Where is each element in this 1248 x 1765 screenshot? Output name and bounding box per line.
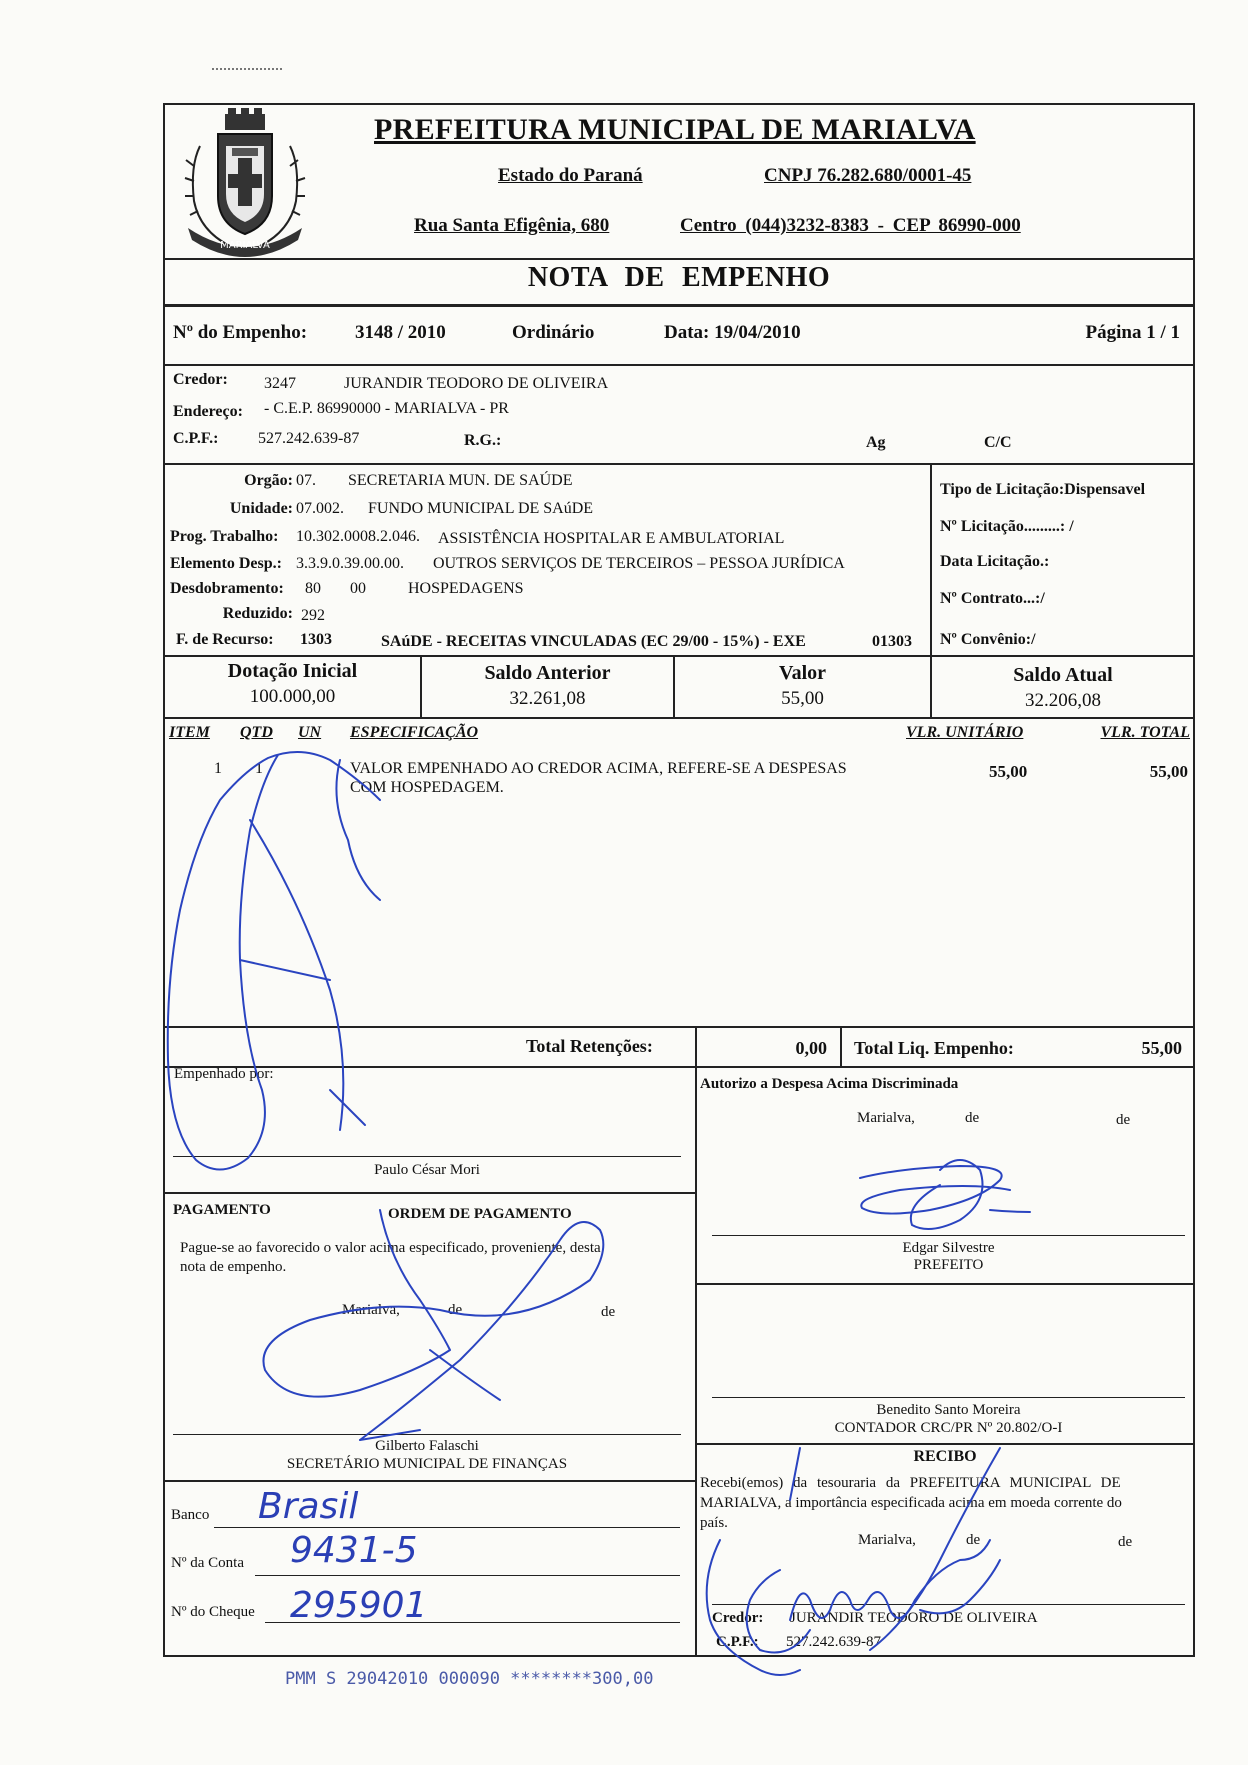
recibo-cpf-label: C.P.F.: — [716, 1634, 759, 1650]
doc-title: NOTA DE EMPENHO — [527, 262, 831, 293]
empenho-type: Ordinário — [512, 322, 595, 343]
recurso-label: F. de Recurso: — [176, 631, 274, 648]
credor-name: JURANDIR TEODORO DE OLIVEIRA — [344, 375, 609, 392]
pagamento-de-1: de — [448, 1302, 463, 1318]
recibo-credor-label: Credor: — [712, 1610, 764, 1626]
item-desc-line2: COM HOSPEDAGEM. — [350, 779, 504, 796]
empenhado-label: Empenhado por: — [174, 1066, 274, 1082]
prog-code: 10.302.0008.2.046. — [296, 528, 420, 545]
contador-name: Benedito Santo Moreira — [876, 1402, 1021, 1418]
banco-value: Brasil — [258, 1486, 359, 1527]
recibo-de-1: de — [966, 1532, 981, 1548]
saldo-atual-value: 32.206,08 — [1025, 690, 1101, 711]
empenho-label: Nº do Empenho: — [173, 322, 308, 343]
empenhado-name: Paulo César Mori — [374, 1162, 480, 1178]
autorizo-place: Marialva, — [857, 1110, 915, 1126]
liq-empenho-value: 55,00 — [1141, 1038, 1182, 1058]
licitacao-numero: Nº Licitação.........: / — [940, 518, 1074, 535]
financas-name: Gilberto Falaschi — [375, 1438, 479, 1454]
recibo-title: RECIBO — [913, 1448, 977, 1465]
unidade-code: 07.002. — [296, 500, 344, 517]
cnpj-label: CNPJ 76.282.680/0001-45 — [764, 165, 972, 186]
conta-label: Nº da Conta — [171, 1555, 244, 1571]
col-item: ITEM — [169, 724, 210, 741]
licitacao-data: Data Licitação.: — [940, 553, 1050, 570]
scan-marks — [212, 68, 282, 72]
item-qtd: 1 — [255, 760, 263, 777]
credor-label: Credor: — [173, 371, 228, 388]
recibo-credor-name: JURANDIR TEODORO DE OLIVEIRA — [790, 1610, 1038, 1626]
rg-label: R.G.: — [464, 432, 502, 449]
recibo-cpf-value: 527.242.639-87 — [786, 1634, 881, 1650]
recibo-text-line2: MARIALVA, a importância especificada acima em moeda corrente do — [700, 1495, 1122, 1511]
col-qtd: QTD — [240, 724, 273, 741]
recibo-place: Marialva, — [858, 1532, 916, 1548]
orgao-label: Orgão: — [244, 472, 293, 489]
liq-empenho-label: Total Liq. Empenho: — [854, 1038, 1014, 1058]
cheque-label: Nº do Cheque — [171, 1604, 255, 1620]
bank-stamp: PMM S 29042010 000090 ********300,00 — [285, 1669, 654, 1689]
svg-text:MARIALVA: MARIALVA — [220, 240, 270, 251]
autorizo-de-1: de — [965, 1110, 980, 1126]
pagamento-label: PAGAMENTO — [173, 1202, 271, 1218]
item-number: 1 — [214, 760, 222, 777]
cpf-value: 527.242.639-87 — [258, 430, 360, 447]
contador-role: CONTADOR CRC/PR Nº 20.802/O-I — [834, 1420, 1063, 1436]
ag-label: Ag — [866, 434, 886, 451]
col-vlr-unitario: VLR. UNITÁRIO — [906, 724, 1024, 741]
licitacao-convenio: Nº Convênio:/ — [940, 631, 1036, 648]
reduzido-value: 292 — [301, 607, 325, 624]
conta-value: 9431-5 — [290, 1530, 418, 1571]
credor-code: 3247 — [264, 375, 296, 392]
desdobramento-code-1: 80 — [305, 580, 321, 597]
cpf-label: C.P.F.: — [173, 430, 219, 447]
prog-label: Prog. Trabalho: — [170, 528, 279, 545]
address-value: - C.E.P. 86990000 - MARIALVA - PR — [264, 400, 509, 417]
pagamento-text-line2: nota de empenho. — [180, 1259, 287, 1275]
coat-of-arms-icon — [180, 106, 310, 258]
address-label: Endereço: — [173, 403, 243, 420]
elemento-name: OUTROS SERVIÇOS DE TERCEIROS – PESSOA JURÍDICA — [433, 555, 845, 572]
autorizo-label: Autorizo a Despesa Acima Discriminada — [700, 1076, 959, 1092]
elemento-code: 3.3.9.0.39.00.00. — [296, 555, 404, 572]
dotacao-label: Dotação Inicial — [227, 660, 358, 682]
financas-role: SECRETÁRIO MUNICIPAL DE FINANÇAS — [286, 1456, 568, 1472]
empenho-date: Data: 19/04/2010 — [664, 322, 801, 343]
desdobramento-label: Desdobramento: — [170, 580, 284, 597]
recibo-text-line3: país. — [700, 1515, 728, 1531]
item-total-value: 55,00 — [1149, 762, 1188, 781]
page-number: Página 1 / 1 — [1085, 322, 1180, 343]
dotacao-value: 100.000,00 — [249, 686, 336, 707]
desdobramento-code-2: 00 — [350, 580, 366, 597]
page-title: PREFEITURA MUNICIPAL DE MARIALVA — [374, 113, 976, 146]
recurso-code: 1303 — [300, 631, 332, 648]
valor-value: 55,00 — [781, 688, 824, 709]
ordem-pagamento-label: ORDEM DE PAGAMENTO — [388, 1206, 572, 1222]
state-label: Estado do Paraná — [498, 165, 643, 186]
valor-label: Valor — [778, 662, 827, 684]
recibo-text-line1: Recebi(emos) da tesouraria da PREFEITURA MUNICIPAL DE — [700, 1475, 1121, 1491]
recurso-name: SAúDE - RECEITAS VINCULADAS (EC 29/00 - 15%) - EXE — [381, 633, 806, 650]
cheque-value: 295901 — [290, 1585, 428, 1626]
prog-name: ASSISTÊNCIA HOSPITALAR E AMBULATORIAL — [438, 530, 785, 547]
pagamento-text-line1: Pague-se ao favorecido o valor acima especificado, proveniente, desta — [180, 1240, 601, 1256]
saldo-atual-label: Saldo Atual — [1013, 664, 1113, 686]
col-vlr-total: VLR. TOTAL — [1100, 724, 1190, 741]
prefeito-name: Edgar Silvestre — [902, 1240, 995, 1256]
orgao-name: SECRETARIA MUN. DE SAÚDE — [348, 472, 573, 489]
street-label: Rua Santa Efigênia, 680 — [414, 215, 610, 236]
recibo-de-2: de — [1118, 1534, 1133, 1550]
orgao-code: 07. — [296, 472, 316, 489]
pagamento-place: Marialva, — [342, 1302, 400, 1318]
pagamento-de-2: de — [601, 1304, 616, 1320]
unidade-label: Unidade: — [229, 500, 293, 517]
desdobramento-name: HOSPEDAGENS — [408, 580, 524, 597]
prefeito-role: PREFEITO — [913, 1257, 984, 1273]
col-un: UN — [298, 724, 322, 741]
empenho-number: 3148 / 2010 — [355, 322, 446, 343]
col-especificacao: ESPECIFICAÇÃO — [350, 724, 479, 741]
district-phone-cep: Centro (044)3232-8383 - CEP 86990-000 — [680, 215, 1021, 236]
cc-label: C/C — [984, 434, 1012, 451]
item-desc-line1: VALOR EMPENHADO AO CREDOR ACIMA, REFERE-SE A DESPESAS — [350, 760, 847, 777]
item-unit-value: 55,00 — [989, 762, 1028, 781]
retencoes-label: Total Retenções: — [526, 1036, 653, 1056]
licitacao-contrato: Nº Contrato...:/ — [940, 590, 1045, 607]
retencoes-value: 0,00 — [795, 1038, 827, 1058]
autorizo-de-2: de — [1116, 1112, 1131, 1128]
saldo-anterior-label: Saldo Anterior — [484, 662, 611, 684]
banco-label: Banco — [171, 1507, 210, 1523]
elemento-label: Elemento Desp.: — [170, 555, 282, 572]
saldo-anterior-value: 32.261,08 — [509, 688, 586, 709]
unidade-name: FUNDO MUNICIPAL DE SAúDE — [368, 500, 594, 517]
reduzido-label: Reduzido: — [222, 605, 293, 622]
licitacao-tipo: Tipo de Licitação:Dispensavel — [940, 481, 1146, 498]
recurso-code-2: 01303 — [872, 633, 912, 650]
